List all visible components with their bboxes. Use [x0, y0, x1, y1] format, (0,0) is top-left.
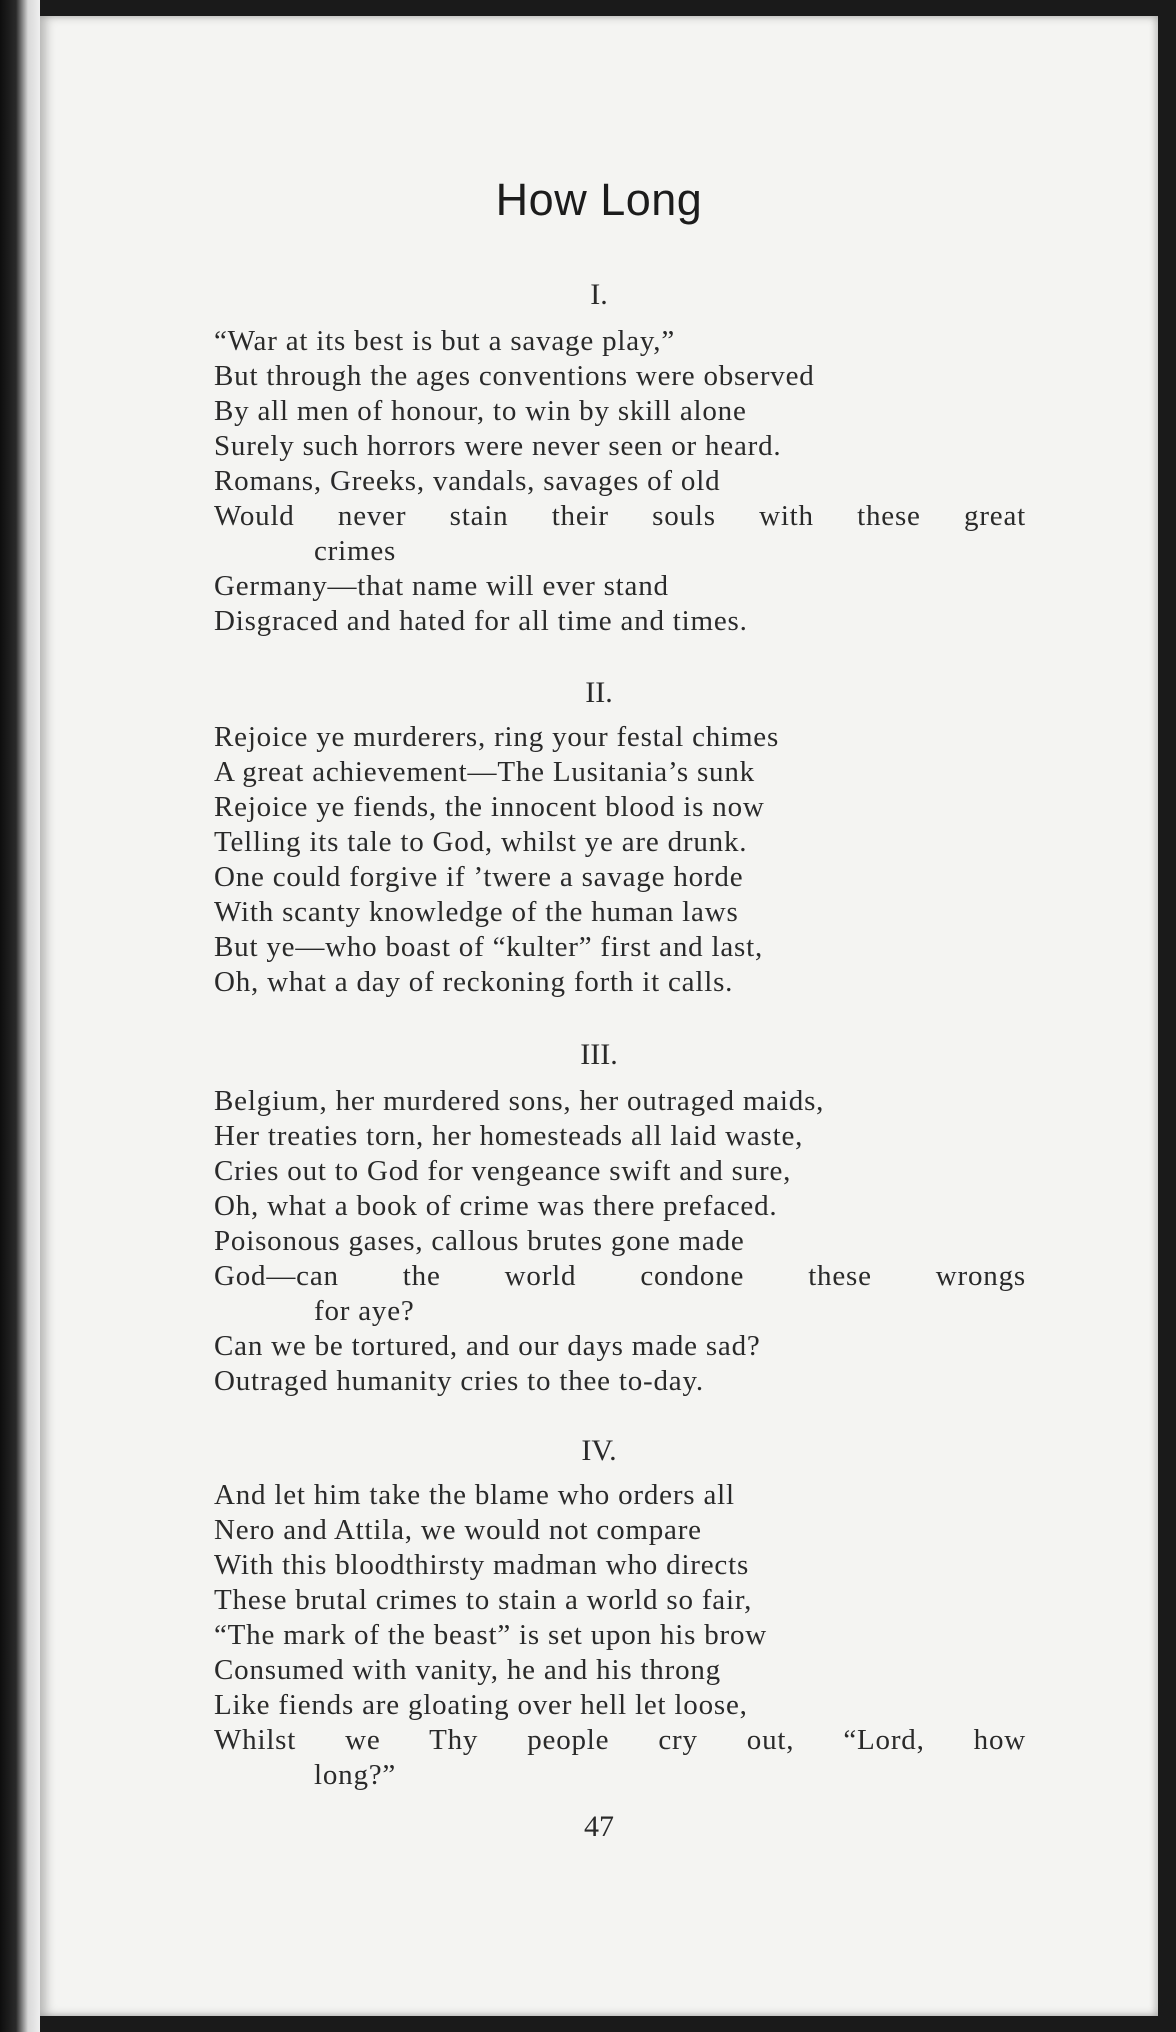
poem-line: Disgraced and hated for all time and times.: [214, 605, 748, 637]
section-numeral: I.: [590, 278, 608, 311]
poem-line: By all men of honour, to win by skill alone: [214, 395, 747, 427]
poem-line: Poisonous gases, callous brutes gone made: [214, 1225, 745, 1257]
poem-line-continuation: crimes: [314, 535, 397, 567]
section-numeral: II.: [585, 676, 613, 709]
stanza: [214, 1084, 1034, 1399]
poem-line: “War at its best is but a savage play,”: [214, 325, 676, 357]
poem-line: Like fiends are gloating over hell let loose,: [214, 1689, 748, 1721]
book-binding-edge: [0, 0, 40, 2032]
poem-line: Surely such horrors were never seen or heard.: [214, 430, 782, 462]
poem-line: Whilst we Thy people cry out, “Lord, how: [214, 1724, 1026, 1756]
section-numeral: III.: [580, 1038, 618, 1071]
poem-line: But ye—who boast of “kulter” first and last,: [214, 931, 764, 963]
poem-line: Germany—that name will ever stand: [214, 570, 669, 602]
page-number: 47: [584, 1810, 614, 1843]
poem-line: But through the ages conventions were observed: [214, 360, 815, 392]
poem-line: Oh, what a book of crime was there prefaced.: [214, 1190, 778, 1222]
poem-line: With this bloodthirsty madman who directs: [214, 1549, 750, 1581]
poem-line-continuation: long?”: [314, 1759, 397, 1791]
book-page: [40, 16, 1158, 2016]
poem-line: “The mark of the beast” is set upon his brow: [214, 1619, 768, 1651]
poem-line-continuation: for aye?: [314, 1295, 415, 1327]
poem-line: Belgium, her murdered sons, her outraged maids,: [214, 1085, 825, 1117]
poem-line: Rejoice ye murderers, ring your festal chimes: [214, 721, 780, 753]
poem-line: These brutal crimes to stain a world so fair,: [214, 1584, 753, 1616]
poem-line: Would never stain their souls with these great: [214, 500, 1026, 532]
poem-line: Outraged humanity cries to thee to-day.: [214, 1365, 704, 1397]
poem-line: With scanty knowledge of the human laws: [214, 896, 739, 928]
poem-line: Can we be tortured, and our days made sad?: [214, 1330, 761, 1362]
stanza: [214, 720, 1034, 1000]
section-numeral: IV.: [581, 1434, 617, 1467]
poem-line: And let him take the blame who orders all: [214, 1479, 735, 1511]
poem-line: Nero and Attila, we would not compare: [214, 1514, 702, 1546]
poem-line: Oh, what a day of reckoning forth it calls.: [214, 966, 734, 998]
poem-line: Rejoice ye fiends, the innocent blood is now: [214, 791, 765, 823]
stanza: [214, 1478, 1034, 1793]
poem-line: Romans, Greeks, vandals, savages of old: [214, 465, 721, 497]
poem-line: Her treaties torn, her homesteads all laid waste,: [214, 1120, 804, 1152]
poem-line: One could forgive if ’twere a savage horde: [214, 861, 744, 893]
poem-line: God—can the world condone these wrongs: [214, 1260, 1026, 1292]
poem-line: Cries out to God for vengeance swift and sure,: [214, 1155, 792, 1187]
poem-line: Consumed with vanity, he and his throng: [214, 1654, 721, 1686]
poem-line: Telling its tale to God, whilst ye are drunk.: [214, 826, 748, 858]
stanza: [214, 324, 1034, 639]
poem-line: A great achievement—The Lusitania’s sunk: [214, 756, 755, 788]
poem-title: How Long: [495, 174, 703, 225]
